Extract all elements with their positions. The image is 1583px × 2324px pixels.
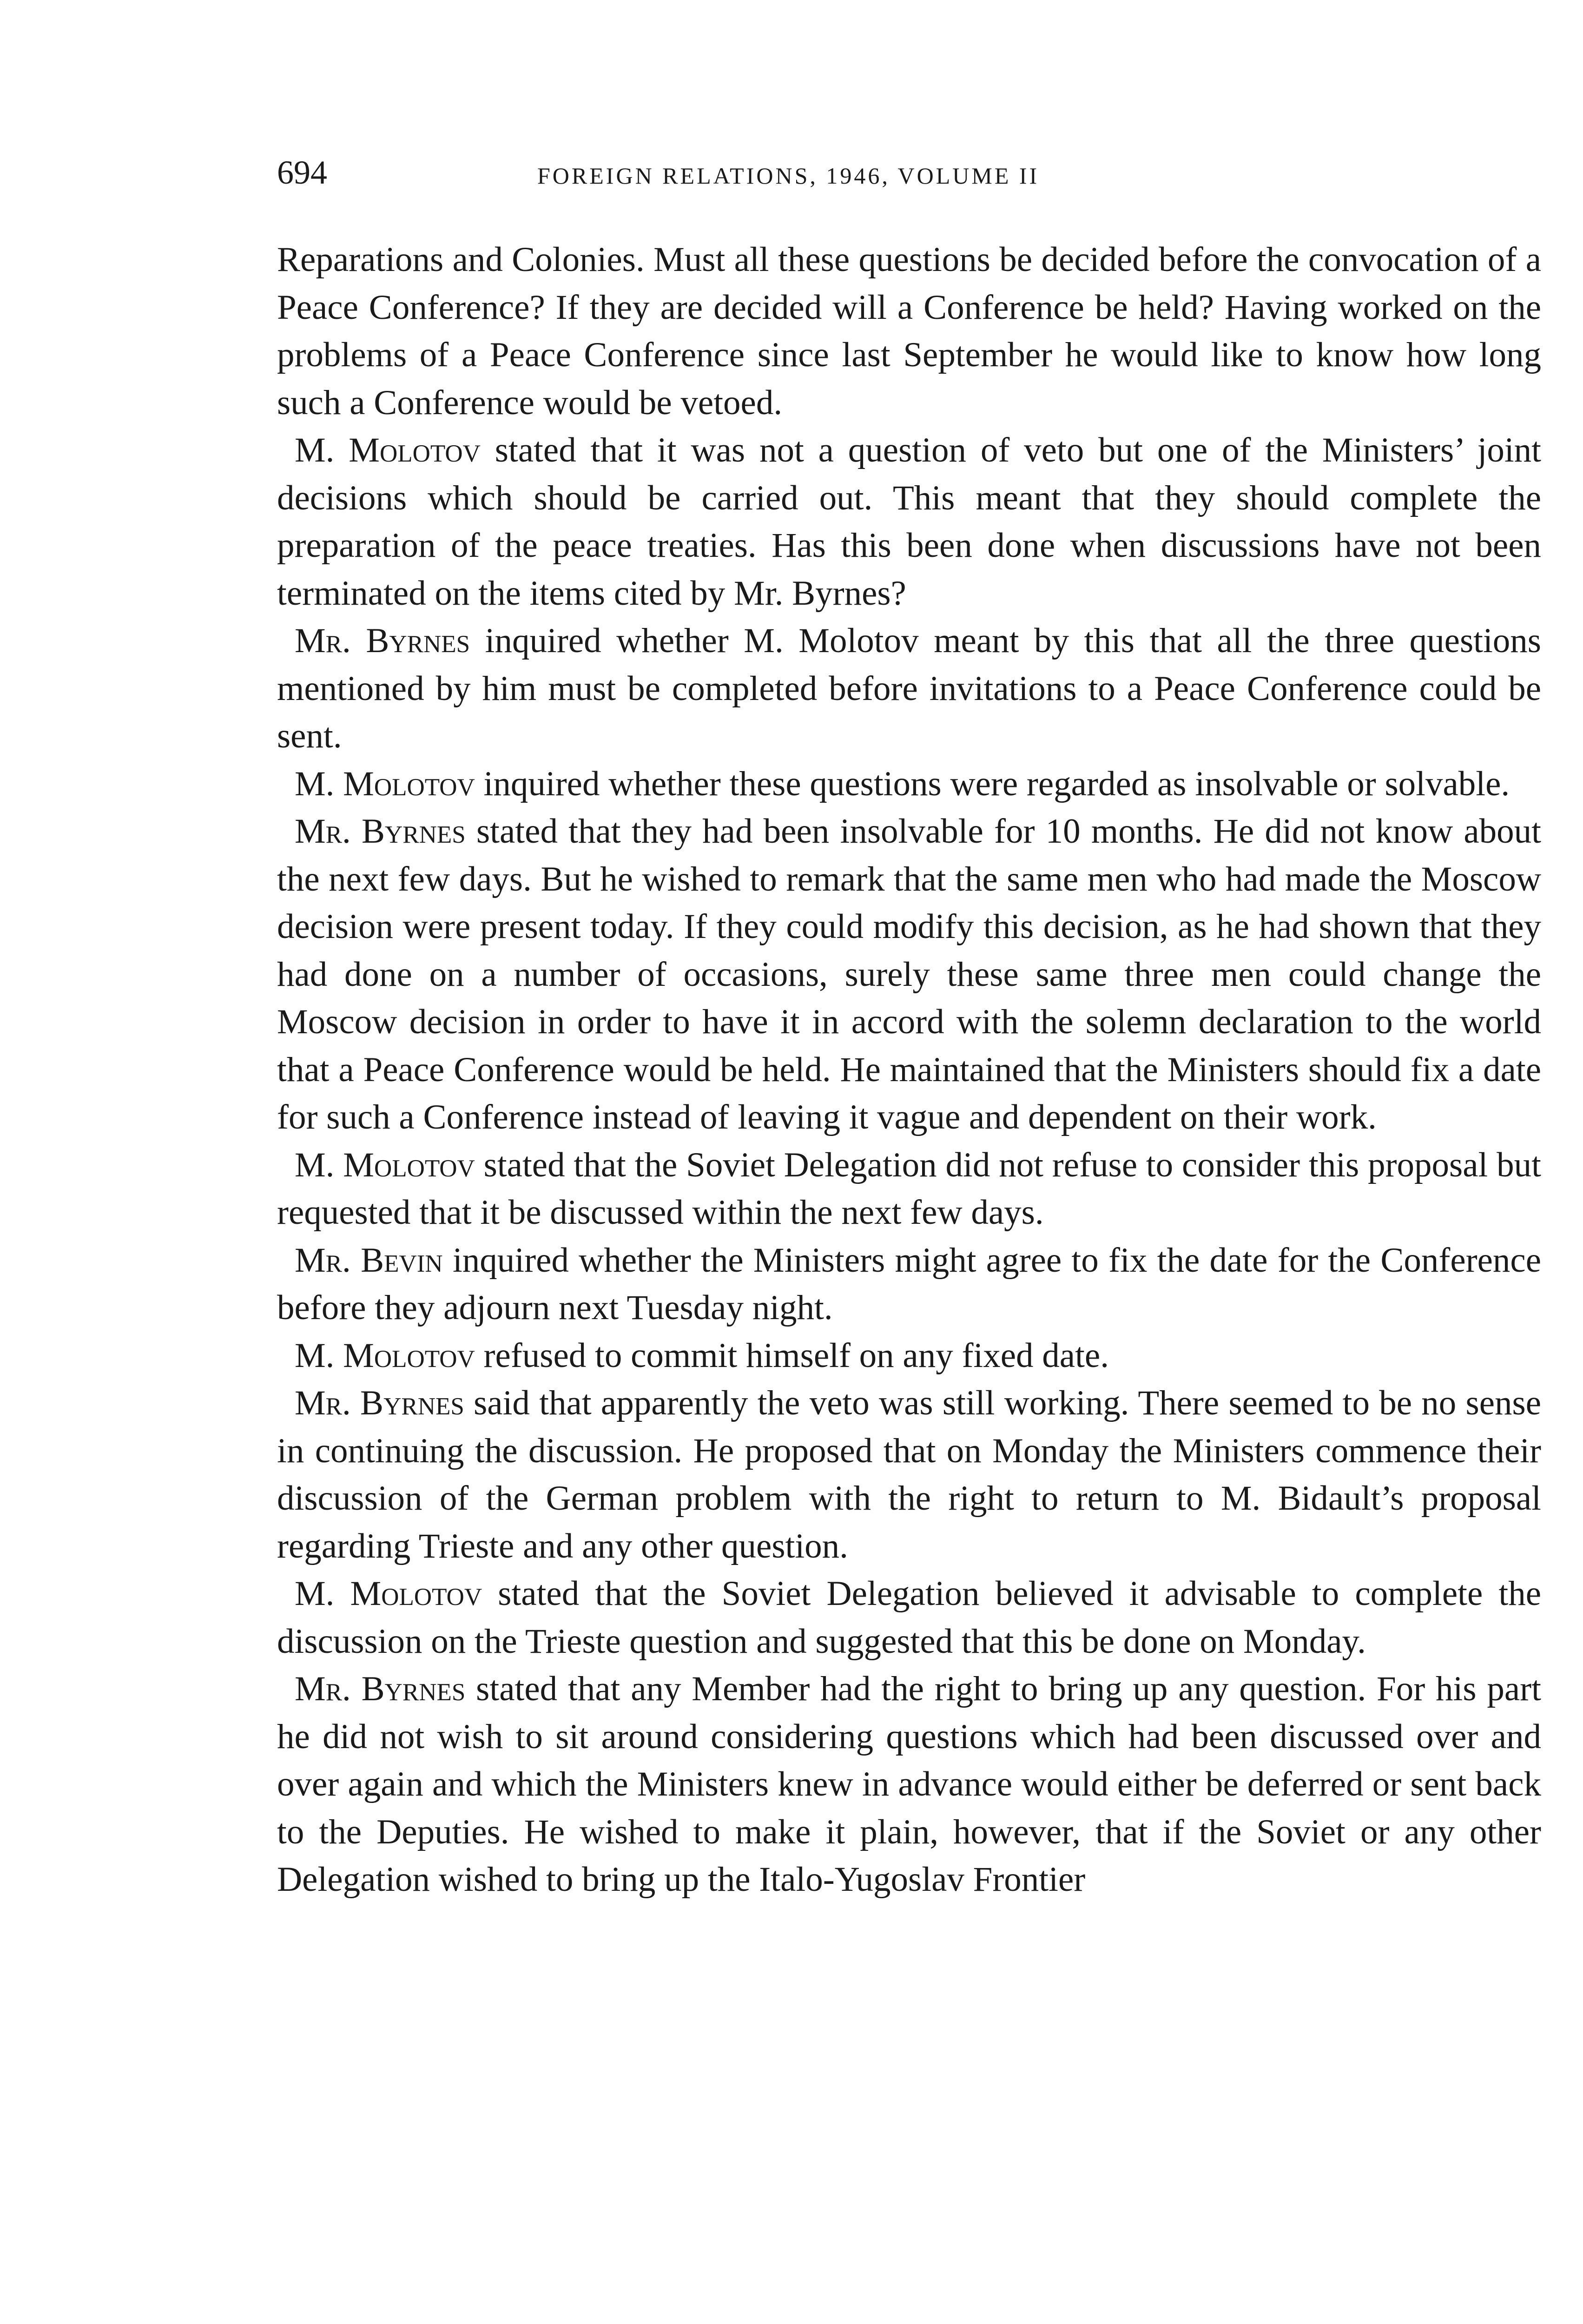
speaker-name: M. Molotov [295, 1145, 475, 1184]
paragraph [277, 1142, 1541, 1237]
paragraph [277, 1570, 1541, 1665]
paragraph-text: inquired whether M. Molotov meant by this that all the three questions mentioned by him must be completed before invitations to a Peace Conference could be sent. [277, 621, 1541, 755]
speaker-name: Mr. Byrnes [295, 812, 466, 851]
speaker-name: M. Molotov [295, 1574, 482, 1613]
paragraph-text: inquired whether the Ministers might agree to fix the date for the Conference before they adjourn next Tuesday night. [277, 1241, 1541, 1327]
speaker-name: Mr. Byrnes [295, 621, 470, 660]
speaker-name: M. Molotov [295, 431, 481, 469]
paragraph-text: stated that it was not a question of veto but one of the Ministers’ joint decisions which should be carried out. This meant that they should complete the preparation of the peace treaties. Has this been done when discussions have not been terminated on the items cited by Mr. Byrnes? [277, 431, 1541, 613]
paragraph-text: inquired whether these questions were regarded as insolvable or solvable. [475, 764, 1510, 803]
speaker-name: Mr. Byrnes [295, 1384, 464, 1422]
paragraph [277, 427, 1541, 617]
paragraph [277, 1237, 1541, 1332]
speaker-name: M. Molotov [295, 1336, 475, 1375]
speaker-name: M. Molotov [295, 764, 475, 803]
paragraph-text: stated that the Soviet Delegation did not refuse to consider this proposal but requested that it be discussed within the next few days. [277, 1145, 1542, 1232]
paragraph-text: stated that they had been insolvable for 10 months. He did not know about the next few days. But he wished to remark that the same men who had made the Moscow decision were present today. If they could modify this decision, as he had shown that they had done on a number of occasions, surely these same three men could change the Moscow decision in order to have it in accord with the solemn declaration to the world that a Peace Conference would be held. He maintained that the Ministers should fix a date for such a Conference instead of leaving it vague and dependent on their work. [277, 812, 1541, 1136]
paragraph [277, 617, 1541, 760]
paragraph [277, 1380, 1541, 1570]
paragraph-text: Reparations and Colonies. Must all these questions be decided before the convocation of a Peace Conference? If they are decided will a Conference be held? Having worked on the problems of a Peace Conference since last September he would like to know how long such a Conference would be vetoed. [277, 240, 1541, 422]
paragraph [277, 1665, 1541, 1904]
page-number: 694 [277, 154, 327, 191]
speaker-name: Mr. Byrnes [295, 1670, 466, 1708]
paragraph-text: refused to commit himself on any fixed date. [475, 1336, 1109, 1375]
paragraph-text: said that apparently the veto was still working. There seemed to be no sense in continuing the discussion. He proposed that on Monday the Ministers commence their discussion of the German problem with the right to return to M. Bidault’s proposal regarding Trieste and any other question. [277, 1384, 1541, 1565]
paragraph-text: stated that the Soviet Delegation believed it advisable to complete the discussion on the Trieste question and suggested that this be done on Monday. [277, 1574, 1542, 1661]
running-head: FOREIGN RELATIONS, 1946, VOLUME II [537, 163, 1040, 189]
paragraph [277, 808, 1541, 1142]
page-header [277, 153, 1541, 195]
paragraph [277, 760, 1541, 808]
paragraph [277, 236, 1541, 427]
paragraph-text: stated that any Member had the right to bring up any question. For his part he did not wish to sit around considering questions which had been discussed over and over again and which the Ministers knew in advance would either be deferred or sent back to the Deputies. He wished to make it plain, however, that if the Soviet or any other Delegation wished to bring up the Italo-Yugoslav Frontier [277, 1670, 1541, 1899]
paragraph [277, 1332, 1541, 1380]
body-text [277, 236, 1541, 1904]
speaker-name: Mr. Bevin [295, 1241, 443, 1280]
document-page [277, 153, 1541, 1904]
